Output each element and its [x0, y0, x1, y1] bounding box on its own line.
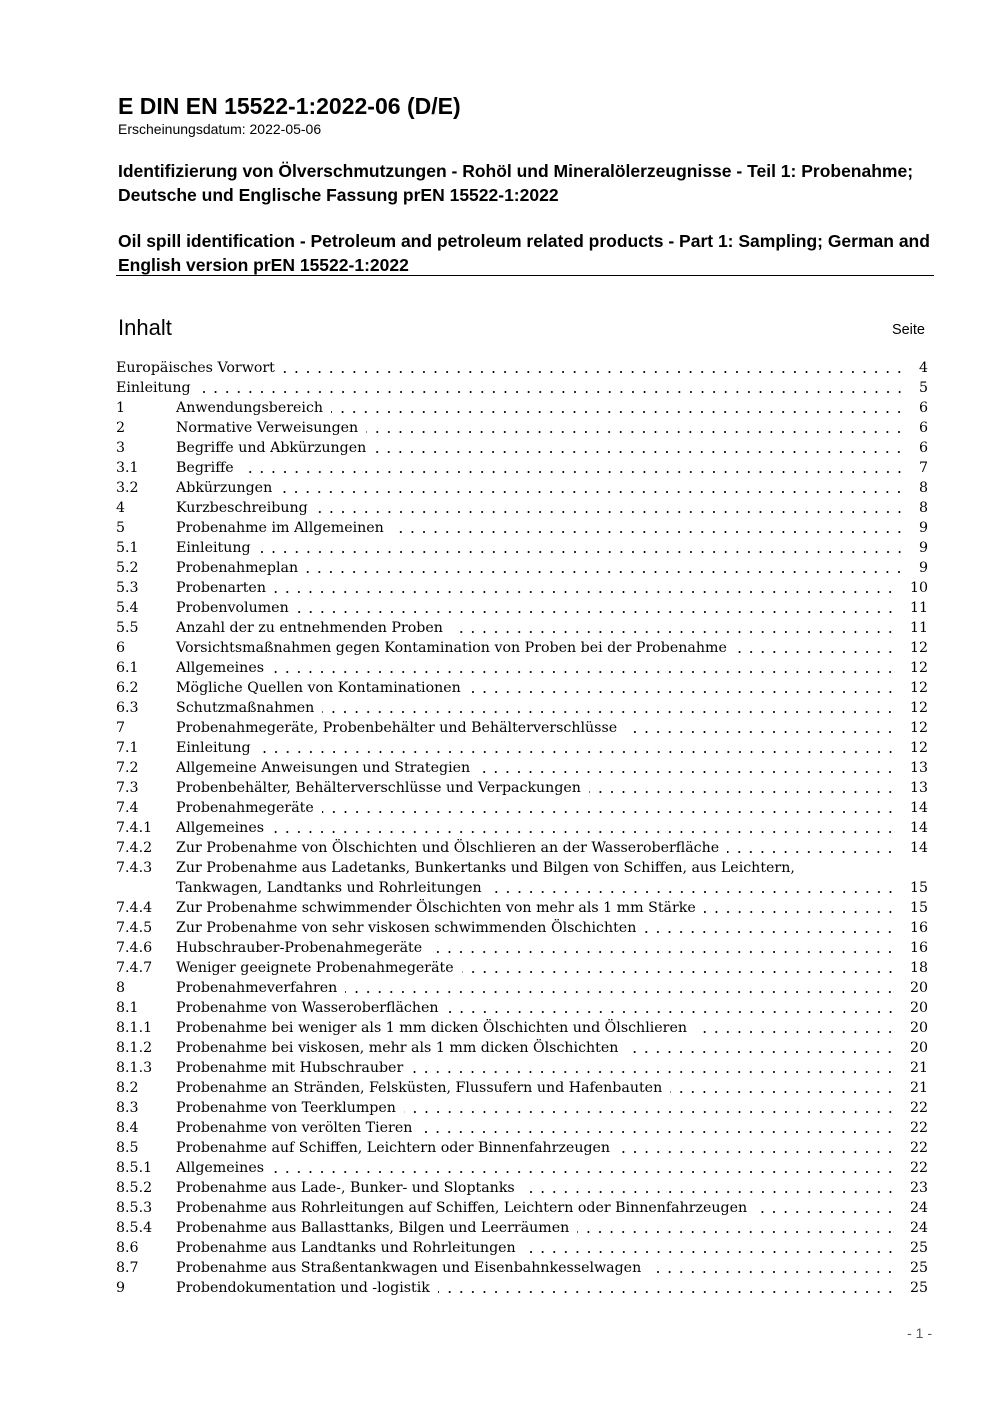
toc-dot-leader — [478, 771, 896, 773]
toc-entry — [116, 558, 928, 578]
toc-entry — [116, 598, 928, 618]
toc-entry-title: Probenahme bei viskosen, mehr als 1 mm dicken Ölschichten — [176, 1040, 619, 1056]
toc-entry — [116, 1198, 928, 1218]
toc-dot-leader — [322, 711, 896, 713]
toc-entry-title: Probenahme bei weniger als 1 mm dicken Ölschichten und Ölschlieren — [176, 1020, 687, 1036]
toc-entry-number: 1 — [116, 400, 126, 416]
toc-entry-title-continuation: Tankwagen, Landtanks und Rohrleitungen — [176, 880, 482, 896]
title-english: Oil spill identification - Petroleum and petroleum related products - Part 1: Sampling; German and English version prEN 15522-1:2022 — [118, 231, 930, 275]
toc-entry — [116, 1038, 928, 1058]
toc-entry-title: Zur Probenahme von Ölschichten und Ölschlieren an der Wasseroberfläche — [176, 840, 720, 856]
toc-entry-number: 6.2 — [116, 680, 139, 696]
toc-heading: Inhalt — [118, 315, 172, 340]
toc-entry — [116, 938, 928, 958]
toc-entry-page: 20 — [909, 1020, 928, 1036]
toc-entry-page: 22 — [909, 1160, 928, 1176]
toc-entry-page: 9 — [918, 520, 928, 536]
toc-entry-page: 22 — [909, 1100, 928, 1116]
toc-entry-title: Einleitung — [116, 380, 191, 396]
toc-entry-number: 8.5.1 — [116, 1160, 153, 1176]
toc-entry — [116, 1278, 928, 1298]
toc-dot-leader — [469, 691, 896, 693]
toc-entry-title: Probenahme aus Landtanks und Rohrleitungen — [176, 1240, 516, 1256]
toc-dot-leader — [297, 611, 896, 613]
toc-entry — [116, 918, 928, 938]
toc-entry-page: 25 — [909, 1280, 928, 1296]
toc-entry-title: Normative Verweisungen — [176, 420, 359, 436]
toc-entry-number: 7.1 — [116, 740, 139, 756]
toc-dot-leader — [735, 651, 896, 653]
toc-dot-leader — [331, 411, 905, 413]
toc-entry-page: 11 — [909, 620, 928, 636]
toc-dot-leader — [259, 751, 896, 753]
toc-entry-page: 9 — [918, 560, 928, 576]
toc-entry-page: 15 — [909, 880, 928, 896]
toc-entry — [116, 1058, 928, 1078]
toc-entry-number: 5.2 — [116, 560, 139, 576]
toc-entry-number: 8.4 — [116, 1120, 139, 1136]
toc-dot-leader — [618, 1151, 896, 1153]
toc-dot-leader — [420, 1131, 896, 1133]
toc-entry-title: Vorsichtsmaßnahmen gegen Kontamination von Proben bei der Probenahme — [176, 640, 727, 656]
toc-entry-page: 8 — [918, 500, 928, 516]
toc-entry — [116, 578, 928, 598]
toc-dot-leader — [755, 1211, 896, 1213]
title-german: Identifizierung von Ölverschmutzungen - Rohöl und Mineralölerzeugnisse - Teil 1: Probenahme; Deutsche und Englische Fassung prEN 15522-1:2022 — [118, 161, 914, 205]
toc-dot-leader — [272, 831, 896, 833]
toc-entry — [116, 998, 928, 1018]
toc-entry — [116, 1258, 928, 1278]
toc-entry-number: 5.1 — [116, 540, 139, 556]
toc-entry-title: Allgemeines — [176, 660, 264, 676]
toc-dot-leader — [411, 1071, 896, 1073]
toc-dot-leader — [316, 511, 905, 513]
toc-entry-page: 16 — [909, 940, 928, 956]
toc-entry-page: 22 — [909, 1140, 928, 1156]
toc-entry-number: 8.1.3 — [116, 1060, 153, 1076]
toc-entry-page: 13 — [909, 760, 928, 776]
toc-entry-number: 8.1.1 — [116, 1020, 153, 1036]
toc-entry-page: 8 — [918, 480, 928, 496]
toc-entry-title: Probenahme von verölten Tieren — [176, 1120, 413, 1136]
toc-entry-title: Abkürzungen — [176, 480, 273, 496]
page-number: - 1 - — [907, 1325, 932, 1341]
toc-entry-number: 7.4.2 — [116, 840, 153, 856]
toc-entry — [116, 538, 928, 558]
toc-entry-title: Anzahl der zu entnehmenden Proben — [176, 620, 443, 636]
toc-dot-leader — [577, 1231, 896, 1233]
toc-entry-title: Probenahme aus Ballasttanks, Bilgen und Leerräumen — [176, 1220, 570, 1236]
toc-entry — [116, 858, 928, 898]
toc-entry-title: Probenahmeverfahren — [176, 980, 338, 996]
toc-dot-leader — [280, 491, 905, 493]
toc-entry-title: Probenahme aus Rohrleitungen auf Schiffen, Leichtern oder Binnenfahrzeugen — [176, 1200, 748, 1216]
toc-entry-page: 21 — [909, 1080, 928, 1096]
toc-entry-title: Probenahmegeräte, Probenbehälter und Behälterverschlüsse — [176, 720, 618, 736]
toc-entry-page: 21 — [909, 1060, 928, 1076]
toc-entry — [116, 758, 928, 778]
toc-entry — [116, 678, 928, 698]
toc-entry-number: 8.7 — [116, 1260, 139, 1276]
toc-entry-number: 8.5.4 — [116, 1220, 153, 1236]
toc-entry-number: 7.4.3 — [116, 860, 153, 876]
toc-dot-leader — [274, 591, 896, 593]
toc-entry-title: Allgemeines — [176, 1160, 264, 1176]
toc-entry — [116, 458, 928, 478]
toc-dot-leader — [523, 1191, 896, 1193]
toc-entry — [116, 1098, 928, 1118]
toc-entry-page: 11 — [909, 600, 928, 616]
toc-entry — [116, 1018, 928, 1038]
toc-page-column-label: Seite — [891, 322, 925, 338]
toc-entry-title: Einleitung — [176, 740, 251, 756]
toc-entry-number: 8.5.3 — [116, 1200, 153, 1216]
toc-entry-page: 12 — [909, 680, 928, 696]
toc-entry — [116, 1118, 928, 1138]
toc-entry-title: Probendokumentation und -logistik — [176, 1280, 430, 1296]
toc-dot-leader — [695, 1031, 896, 1033]
toc-entry-number: 7.4.6 — [116, 940, 153, 956]
toc-entry-page: 16 — [909, 920, 928, 936]
toc-entry-page: 12 — [909, 700, 928, 716]
toc-entry-number: 5 — [116, 520, 126, 536]
toc-entry — [116, 638, 928, 658]
toc-entry-title: Probenbehälter, Behälterverschlüsse und Verpackungen — [176, 780, 581, 796]
toc-entry — [116, 1158, 928, 1178]
toc-entry-number: 6 — [116, 640, 126, 656]
toc-entry-page: 10 — [909, 580, 928, 596]
toc-dot-leader — [374, 451, 905, 453]
toc-entry — [116, 378, 928, 398]
toc-dot-leader — [462, 971, 896, 973]
toc-entry-title: Probenahme mit Hubschrauber — [176, 1060, 404, 1076]
toc-entry-number: 3.1 — [116, 460, 139, 476]
toc-entry-title: Allgemeines — [176, 820, 264, 836]
toc-entry-page: 25 — [909, 1260, 928, 1276]
toc-entry — [116, 1218, 928, 1238]
toc-entry — [116, 438, 928, 458]
toc-dot-leader — [199, 391, 905, 393]
toc-entry-title: Zur Probenahme von sehr viskosen schwimmenden Ölschichten — [176, 920, 637, 936]
toc-entry-title: Weniger geeignete Probenahmegeräte — [176, 960, 454, 976]
toc-entry-number: 7.4.5 — [116, 920, 153, 936]
toc-entry — [116, 898, 928, 918]
toc-dot-leader — [447, 1011, 896, 1013]
toc-entry-page: 25 — [909, 1240, 928, 1256]
toc-entry-page: 4 — [918, 360, 928, 376]
toc-entry-page: 14 — [909, 820, 928, 836]
toc-entry — [116, 798, 928, 818]
toc-entry-page: 12 — [909, 720, 928, 736]
toc-entry — [116, 658, 928, 678]
toc-entry — [116, 478, 928, 498]
toc-entry-number: 7 — [116, 720, 126, 736]
toc-entry — [116, 418, 928, 438]
toc-entry-title: Probenahmegeräte — [176, 800, 314, 816]
toc-dot-leader — [404, 1111, 896, 1113]
toc-entry-page: 9 — [918, 540, 928, 556]
toc-entry-page: 20 — [909, 980, 928, 996]
toc-entry-title: Zur Probenahme aus Ladetanks, Bunkertanks und Bilgen von Schiffen, aus Leichtern, — [176, 860, 795, 876]
toc-entry-title: Probenahmeplan — [176, 560, 299, 576]
toc-dot-leader — [451, 631, 896, 633]
toc-entry-page: 6 — [918, 400, 928, 416]
toc-dot-leader — [704, 911, 896, 913]
toc-entry-number: 7.4 — [116, 800, 139, 816]
toc-entry-number: 8 — [116, 980, 126, 996]
toc-entry-number: 6.3 — [116, 700, 139, 716]
toc-entry-page: 22 — [909, 1120, 928, 1136]
toc-dot-leader — [259, 551, 905, 553]
toc-entry-number: 8.2 — [116, 1080, 139, 1096]
toc-entry-number: 5.4 — [116, 600, 139, 616]
toc-entry-number: 7.2 — [116, 760, 139, 776]
toc-entry-title: Probenarten — [176, 580, 266, 596]
toc-entry — [116, 358, 928, 378]
toc-dot-leader — [283, 371, 905, 373]
toc-entry-number: 8.5 — [116, 1140, 139, 1156]
toc-entry-page: 24 — [909, 1220, 928, 1236]
toc-dot-leader — [626, 1051, 896, 1053]
toc-entry-title: Schutzmaßnahmen — [176, 700, 315, 716]
publication-date: Erscheinungsdatum: 2022-05-06 — [118, 121, 322, 137]
toc-entry-title: Einleitung — [176, 540, 251, 556]
toc-entry-title: Probenvolumen — [176, 600, 289, 616]
toc-entry-page: 15 — [909, 900, 928, 916]
toc-entry-page: 24 — [909, 1200, 928, 1216]
toc-entry — [116, 818, 928, 838]
toc-entry-number: 8.3 — [116, 1100, 139, 1116]
toc-entry-number: 7.4.7 — [116, 960, 153, 976]
document-id: E DIN EN 15522-1:2022-06 (D/E) — [118, 93, 461, 119]
toc-dot-leader — [306, 571, 905, 573]
toc-dot-leader — [272, 671, 896, 673]
toc-entry-title: Kurzbeschreibung — [176, 500, 308, 516]
toc-entry-title: Zur Probenahme schwimmender Ölschichten von mehr als 1 mm Stärke — [176, 900, 696, 916]
toc-entry — [116, 1238, 928, 1258]
toc-entry-number: 8.5.2 — [116, 1180, 153, 1196]
toc-entry — [116, 738, 928, 758]
toc-entry — [116, 518, 928, 538]
toc-entry-title: Anwendungsbereich — [176, 400, 324, 416]
toc-entry-title: Probenahme von Wasseroberflächen — [176, 1000, 439, 1016]
toc-entry-number: 5.3 — [116, 580, 139, 596]
toc-entry-page: 20 — [909, 1040, 928, 1056]
toc-dot-leader — [727, 851, 896, 853]
toc-entry-number: 8.1 — [116, 1000, 139, 1016]
toc-dot-leader — [649, 1271, 896, 1273]
toc-entry-title: Probenahme auf Schiffen, Leichtern oder Binnenfahrzeugen — [176, 1140, 611, 1156]
toc-entry-title: Allgemeine Anweisungen und Strategien — [176, 760, 471, 776]
toc-dot-leader — [322, 811, 896, 813]
toc-entry-number: 7.3 — [116, 780, 139, 796]
toc-entry-title: Mögliche Quellen von Kontaminationen — [176, 680, 461, 696]
toc-entry-number: 3.2 — [116, 480, 139, 496]
toc-entry-number: 5.5 — [116, 620, 139, 636]
toc-entry-title: Begriffe — [176, 460, 234, 476]
toc-dot-leader — [430, 951, 896, 953]
toc-entry — [116, 1078, 928, 1098]
table-of-contents — [116, 358, 928, 1298]
toc-entry-title: Begriffe und Abkürzungen — [176, 440, 367, 456]
toc-entry-number: 8.1.2 — [116, 1040, 153, 1056]
toc-dot-leader — [644, 931, 896, 933]
toc-entry — [116, 958, 928, 978]
toc-entry-page: 6 — [918, 420, 928, 436]
toc-entry — [116, 698, 928, 718]
toc-dot-leader — [524, 1251, 896, 1253]
toc-entry-page: 18 — [909, 960, 928, 976]
toc-entry-number: 8.6 — [116, 1240, 139, 1256]
toc-entry — [116, 1138, 928, 1158]
toc-entry-number: 3 — [116, 440, 126, 456]
toc-entry-number: 7.4.1 — [116, 820, 153, 836]
toc-entry — [116, 1178, 928, 1198]
toc-dot-leader — [242, 471, 905, 473]
toc-dot-leader — [625, 731, 896, 733]
toc-entry — [116, 838, 928, 858]
toc-entry-page: 12 — [909, 640, 928, 656]
toc-entry-title: Probenahme von Teerklumpen — [176, 1100, 396, 1116]
toc-entry-title: Probenahme aus Lade-, Bunker- und Sloptanks — [176, 1180, 515, 1196]
toc-entry-number: 4 — [116, 500, 126, 516]
toc-dot-leader — [670, 1091, 896, 1093]
toc-entry-number: 6.1 — [116, 660, 139, 676]
toc-entry — [116, 978, 928, 998]
toc-entry-number: 9 — [116, 1280, 126, 1296]
toc-entry-page: 20 — [909, 1000, 928, 1016]
toc-entry-page: 5 — [918, 380, 928, 396]
toc-entry — [116, 498, 928, 518]
toc-dot-leader — [438, 1291, 896, 1293]
toc-dot-leader — [366, 431, 905, 433]
toc-entry-page: 23 — [909, 1180, 928, 1196]
toc-entry-title: Probenahme im Allgemeinen — [176, 520, 384, 536]
toc-entry-title: Hubschrauber-Probenahmegeräte — [176, 940, 423, 956]
toc-entry-page: 6 — [918, 440, 928, 456]
toc-entry — [116, 618, 928, 638]
toc-entry — [116, 778, 928, 798]
toc-entry-page: 12 — [909, 660, 928, 676]
toc-dot-leader — [392, 531, 905, 533]
toc-entry — [116, 398, 928, 418]
toc-dot-leader — [490, 891, 896, 893]
toc-entry-page: 7 — [918, 460, 928, 476]
toc-entry-page: 14 — [909, 800, 928, 816]
toc-entry-title: Europäisches Vorwort — [116, 360, 275, 376]
toc-entry-title: Probenahme aus Straßentankwagen und Eisenbahnkesselwagen — [176, 1260, 642, 1276]
toc-entry-number: 7.4.4 — [116, 900, 153, 916]
toc-dot-leader — [272, 1171, 896, 1173]
toc-entry-title: Probenahme an Stränden, Felsküsten, Flussufern und Hafenbauten — [176, 1080, 663, 1096]
toc-dot-leader — [345, 991, 896, 993]
toc-entry-number: 2 — [116, 420, 126, 436]
toc-dot-leader — [589, 791, 896, 793]
toc-entry-page: 13 — [909, 780, 928, 796]
toc-entry-page: 12 — [909, 740, 928, 756]
toc-entry — [116, 718, 928, 738]
toc-entry-page: 14 — [909, 840, 928, 856]
header-divider — [116, 275, 934, 276]
